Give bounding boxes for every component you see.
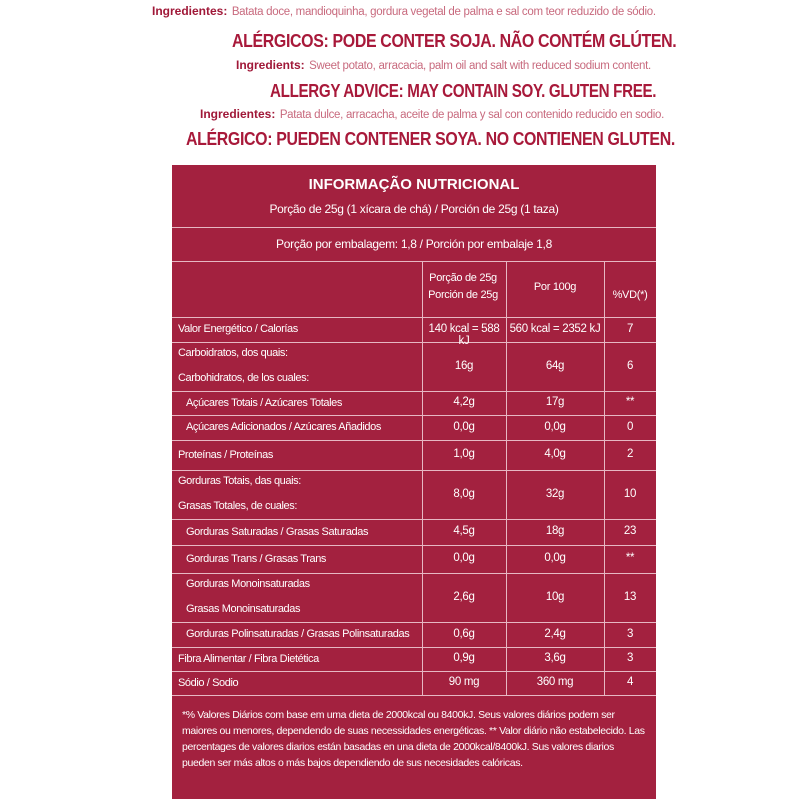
value-per-100g: 360 mg <box>536 676 574 688</box>
value-per-100g: 2,4g <box>544 627 566 640</box>
col-header-per100g: Por 100g <box>533 281 577 293</box>
value-per-100g: 18g <box>545 525 565 537</box>
value-dv: 7 <box>626 322 634 335</box>
divider <box>172 227 656 228</box>
value-per-serving: 16g <box>454 359 474 372</box>
value-dv: 23 <box>623 525 637 537</box>
en-allergy-warning: ALLERGY ADVICE: MAY CONTAIN SOY. GLUTEN FREE. <box>270 80 657 101</box>
nutrient-label: Gorduras Totais, das quais: <box>178 475 301 487</box>
value-per-serving: 8,0g <box>453 487 475 500</box>
row-divider <box>172 470 656 471</box>
value-per-100g: 560 kcal = 2352 kJ <box>509 322 601 335</box>
value-per-serving: 2,6g <box>453 590 475 603</box>
value-dv: ** <box>625 396 635 408</box>
row-divider <box>172 261 656 262</box>
pt-allergy-warning: ALÉRGICOS: PODE CONTER SOJA. NÃO CONTÉM GLÚTEN. <box>232 30 677 51</box>
value-dv: 2 <box>626 448 634 460</box>
col-header-serving-es: Porción de 25g <box>428 289 498 301</box>
row-divider <box>172 391 656 392</box>
table-title: INFORMAÇÃO NUTRICIONAL <box>308 176 520 193</box>
value-per-100g: 64g <box>545 359 565 372</box>
value-per-serving: 4,5g <box>453 525 475 537</box>
row-divider <box>172 545 656 546</box>
value-per-100g: 10g <box>545 590 565 603</box>
value-per-serving: 1,0g <box>453 448 475 460</box>
nutrient-label: Valor Energético / Calorías <box>178 323 298 335</box>
en-ingredients-text: Sweet potato, arracacia, palm oil and salt with reduced sodium content. <box>309 60 651 72</box>
pt-ingredients-line <box>152 2 656 20</box>
nutrient-label: Gorduras Polinsaturadas / Grasas Polinsaturadas <box>186 628 410 640</box>
ingredients-block <box>0 0 800 160</box>
nutrient-label: Açúcares Adicionados / Azúcares Añadidos <box>186 421 381 433</box>
nutrient-label: Açúcares Totais / Azúcares Totales <box>186 396 342 409</box>
es-ingredients-label: Ingredientes: <box>200 107 276 121</box>
es-allergy-warning: ALÉRGICO: PUEDEN CONTENER SOYA. NO CONTIENEN GLUTEN. <box>186 128 675 149</box>
value-dv: 13 <box>623 590 637 603</box>
row-divider <box>172 440 656 441</box>
value-dv: 6 <box>626 359 634 372</box>
row-divider <box>172 415 656 416</box>
nutrient-label: Gorduras Monoinsaturadas <box>186 578 310 590</box>
value-dv: 3 <box>626 652 634 664</box>
value-dv: 0 <box>626 420 634 433</box>
footnote: *% Valores Diários com base em uma dieta de 2000kcal ou 8400kJ. Seus valores diários podem ser maiores ou menores, dependendo de suas necessidades energéticas. ** Valor diário não estabelecido. Las percentages de valores diarios están basadas en una dieta de 2000kcal/8400kJ. Sus valores diarios pueden ser más altos o más bajos dependiendo de sus necesidades calóricas. <box>182 709 645 769</box>
value-per-100g: 3,6g <box>544 652 566 664</box>
value-per-serving: 0,0g <box>453 552 475 564</box>
row-divider <box>172 695 656 696</box>
row-divider <box>172 671 656 672</box>
nutrient-label: Carboidratos, dos quais: <box>178 347 288 359</box>
nutrient-label-es: Grasas Monoinsaturadas <box>186 602 301 615</box>
nutrient-label: Gorduras Trans / Grasas Trans <box>186 552 327 565</box>
nutrient-label-es: Grasas Totales, de cuales: <box>178 499 298 512</box>
value-dv: 10 <box>623 487 637 500</box>
value-per-serving: 0,9g <box>453 652 475 664</box>
row-divider <box>172 317 656 318</box>
nutrient-label: Proteínas / Proteínas <box>178 448 273 461</box>
es-ingredients-line <box>200 105 664 123</box>
row-divider <box>172 647 656 648</box>
row-divider <box>172 573 656 574</box>
servings-per-package: Porção por embalagem: 1,8 / Porción por embalaje 1,8 <box>276 237 552 251</box>
nutrition-table <box>172 165 656 799</box>
nutrient-label-es: Carbohidratos, de los cuales: <box>178 371 309 384</box>
col-header-serving-pt: Porção de 25g <box>429 272 497 284</box>
es-ingredients-text: Patata dulce, arracacha, aceite de palma y sal con contenido reducido en sodio. <box>279 109 664 121</box>
nutrient-label: Gorduras Saturadas / Grasas Saturadas <box>186 525 369 538</box>
value-per-serving: 4,2g <box>453 396 475 408</box>
value-per-100g: 4,0g <box>544 448 566 460</box>
value-per-100g: 0,0g <box>544 420 566 433</box>
row-divider <box>172 622 656 623</box>
value-dv: ** <box>625 552 635 564</box>
en-ingredients-label: Ingredients: <box>236 58 305 72</box>
value-per-serving: 0,0g <box>453 420 475 433</box>
nutrient-label: Fibra Alimentar / Fibra Dietética <box>178 652 319 665</box>
value-per-serving: 140 kcal = 588 kJ <box>428 322 500 347</box>
value-per-100g: 0,0g <box>544 552 566 564</box>
row-divider <box>172 519 656 520</box>
pt-ingredients-label: Ingredientes: <box>152 4 228 18</box>
serving-size: Porção de 25g (1 xícara de chá) / Porción de 25g (1 taza) <box>269 202 559 216</box>
nutrient-label: Sódio / Sodio <box>178 676 239 689</box>
value-per-100g: 32g <box>545 487 565 500</box>
value-dv: 3 <box>626 627 634 640</box>
value-per-serving: 0,6g <box>453 627 475 640</box>
row-divider <box>172 342 656 343</box>
value-dv: 4 <box>626 676 634 688</box>
col-header-dv: %VD(*) <box>612 289 648 301</box>
en-ingredients-line <box>236 56 651 74</box>
value-per-100g: 17g <box>545 396 565 408</box>
col-header-serving <box>422 272 504 301</box>
value-per-serving: 90 mg <box>448 676 480 688</box>
pt-ingredients-text: Batata doce, mandioquinha, gordura vegetal de palma e sal com teor reduzido de sódio. <box>231 6 656 18</box>
